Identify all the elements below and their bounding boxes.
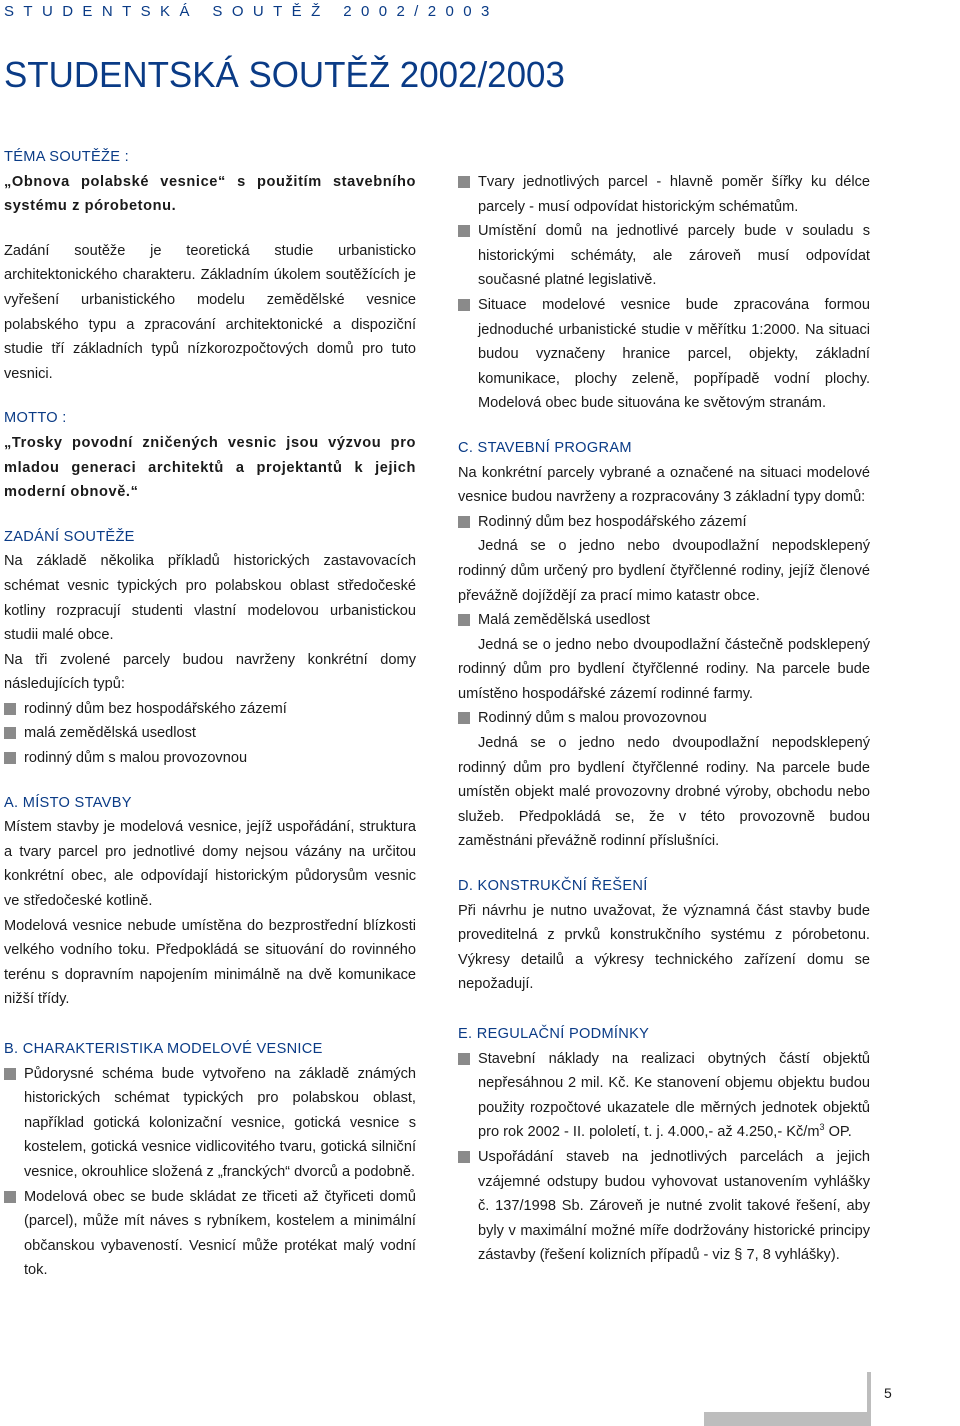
square-bullet-icon [4, 727, 16, 739]
footer-rule-vertical [867, 1372, 871, 1426]
square-bullet-icon [458, 712, 470, 724]
charakteristika-bullet-2: Modelová obec se bude skládat ze třiceti až čtyřiceti domů (parcel), může mít náves s rybníkem, kostelem a minimální občanskou vybaveností. Vesnicí může protékat malý vodní tok. [4, 1185, 416, 1283]
page-number: 5 [884, 1385, 892, 1401]
regulacni-heading: E. REGULAČNÍ PODMÍNKY [458, 1026, 650, 1042]
tema-heading: TÉMA SOUTĚŽE : [4, 149, 130, 165]
motto-heading: MOTTO : [4, 410, 67, 427]
zadani-paragraph-2: Na tři zvolené parcely budou navrženy konkrétní domy následujících typů: [4, 651, 416, 693]
square-bullet-icon [4, 752, 16, 764]
konstrukcni-heading: D. KONSTRUKČNÍ ŘEŠENÍ [458, 878, 648, 895]
list-item: rodinný dům bez hospodářského zázemí [4, 697, 416, 722]
intro-paragraph: Zadání soutěže je teoretická studie urbanisticko architektonického charakteru. Základním úkolem soutěžících je vyřešení urbanistického modelu zemědělské vesnice polabského typu a zpracování architektonické a dispoziční studie tří základních typů nízkorozpočtových domů pro tuto vesnici. [4, 242, 416, 382]
type-2-text: Jedná se o jedno nebo dvoupodlažní částečně podsklepený rodinný dům pro bydlení čtyřčlenné rodiny. Na parcele bude umístěno hospodářské zázemí rodinné farmy. [458, 636, 870, 702]
charakteristika-bullet-1: Půdorysné schéma bude vytvořeno na základě známých historických schémat typických pro polabskou oblast, například gotická kolonizační vesnice, gotická vesnice s kostelem, gotická vesnice vidlicovitého tvaru, gotická silniční vesnice, okrouhlice složená z „franckých“ dvorců a podobně. [4, 1062, 416, 1185]
zadani-heading: ZADÁNÍ SOUTĚŽE [4, 528, 135, 545]
charakteristika-heading: B. CHARAKTERISTIKA MODELOVÉ VESNICE [4, 1041, 323, 1057]
konstrukcni-text: Při návrhu je nutno uvažovat, že významná část stavby bude proveditelná z prvků konstrukčního systému z pórobetonu. Výkresy detailů a výkresy technického zařízení domu se nepožadují. [458, 902, 870, 993]
type-2-title: Malá zemědělská usedlost [458, 608, 870, 633]
regulacni-bullet-2: Uspořádání staveb na jednotlivých parcelách a jejich vzájemné odstupy budou vyhovovat ustanovením vyhlášky č. 137/1998 Sb. Zároveň je nutné zvolit takové řešení, aby byly v maximální možné míře dodržovány historické principy zástavby (řešení kolizních případů - viz § 7, 8 vyhlášky). [458, 1145, 870, 1268]
square-bullet-icon [4, 1068, 16, 1080]
square-bullet-icon [458, 1053, 470, 1065]
parcel-bullet-3: Situace modelové vesnice bude zpracována formou jednoduché urbanistické studie v měřítku 1:2000. Na situaci budou vyznačeny hranice parcel, objekty, základní komunikace, plochy zeleně, popřípadě vodní plochy. Modelová obec bude situována ke světovým stranám. [458, 293, 870, 416]
type-1-title: Rodinný dům bez hospodářského zázemí [458, 510, 870, 535]
motto-text: „Trosky povodní zničených vesnic jsou výzvou pro mladou generaci architektů a projektantů k jejich moderní obnově.“ [4, 434, 416, 501]
zadani-paragraph-1: Na základě několika příkladů historických zastavovacích schémat vesnic typických pro polabskou oblast středočeské kotliny rozpracují studenti vlastní modelovou urbanistickou studii malé obce. [4, 553, 416, 644]
misto-paragraph-2: Modelová vesnice nebude umístěna do bezprostřední blízkosti velkého vodního toku. Předpokládá se situování do rovinného terénu s dopravním napojením minimálně na dvě komunikace nižší třídy. [4, 917, 416, 1008]
list-item: malá zemědělská usedlost [4, 721, 416, 746]
program-heading: C. STAVEBNÍ PROGRAM [458, 439, 632, 456]
parcel-bullet-2: Umístění domů na jednotlivé parcely bude v souladu s historickými schémáty, ale zároveň musí odpovídat současné platné legislativě. [458, 219, 870, 293]
page-title: STUDENTSKÁ SOUTĚŽ 2002/2003 [4, 54, 565, 95]
square-bullet-icon [458, 614, 470, 626]
misto-heading: A. MÍSTO STAVBY [4, 794, 132, 811]
square-bullet-icon [458, 1151, 470, 1163]
running-head: STUDENTSKÁ SOUTĚŽ 2002/2003 [4, 3, 499, 20]
program-intro: Na konkrétní parcely vybrané a označené na situaci modelové vesnice budou navrženy a rozpracovány 3 základní typy domů: [458, 464, 870, 506]
list-item: rodinný dům s malou provozovnou [4, 746, 416, 771]
footer-rule-horizontal [704, 1412, 867, 1426]
misto-paragraph-1: Místem stavby je modelová vesnice, jejíž uspořádání, struktura a tvary parcel pro jednotlivé domy nejsou vázány na určitou konkrétní obec, ale odpovídají historickým půdorysům vesnic ve středočeské kotlině. [4, 819, 416, 910]
right-column [458, 170, 870, 1268]
left-column [4, 145, 416, 1283]
square-bullet-icon [458, 225, 470, 237]
square-bullet-icon [4, 1191, 16, 1203]
type-3-text: Jedná se o jedno nedo dvoupodlažní nepodsklepený rodinný dům pro bydlení čtyřčlenné rodiny. Na parcele bude umístěn objekt malé provozovny drobné výroby, obchodu nebo služeb. Předpokládá se, že v této provozovně budou zaměstnáni převážně rodinní příslušníci. [458, 735, 870, 850]
type-3-title: Rodinný dům s malou provozovnou [458, 706, 870, 731]
tema-text: „Obnova polabské vesnice“ s použitím stavebního systému z pórobetonu. [4, 173, 416, 215]
square-bullet-icon [458, 516, 470, 528]
type-1-text: Jedná se o jedno nebo dvoupodlažní nepodsklepený rodinný dům určený pro bydlení čtyřčlenné rodiny, jejíž členové převážně dojíždějí za prací mimo katastr obce. [458, 538, 870, 604]
parcel-bullet-1: Tvary jednotlivých parcel - hlavně poměr šířky ku délce parcely - musí odpovídat historickým schématům. [458, 170, 870, 219]
square-bullet-icon [4, 703, 16, 715]
regulacni-bullet-1: Stavební náklady na realizaci obytných částí objektů nepřesáhnou 2 mil. Kč. Ke stanovení objemu objektu budou použity rozpočtové ukazatele dle měrných jednotek objektů pro rok 2002 - II. pololetí, t. j. 4.000,- až 4.250,- $Kč/m^3$ OP. [458, 1047, 870, 1145]
square-bullet-icon [458, 176, 470, 188]
square-bullet-icon [458, 299, 470, 311]
